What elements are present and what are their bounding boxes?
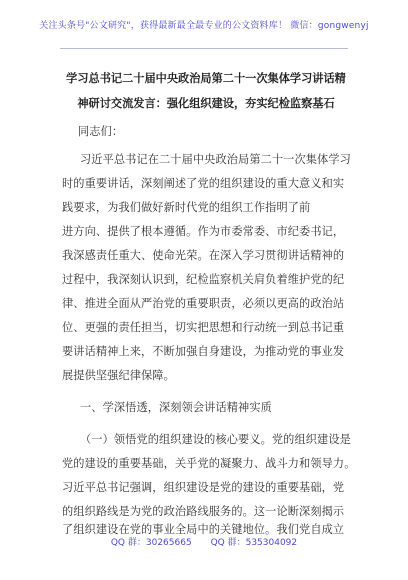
- body-line: （一）领悟党的组织建设的核心要义。党的组织建设是: [80, 433, 351, 446]
- body-line: 位、更强的责任担当，切实把思想和行动统一到总书记重: [62, 321, 345, 334]
- body-line: 展提供坚强纪律保障。: [62, 369, 175, 382]
- body-line: 过程中，我深刻认识到，纪检监察机关肩负着维护党的纪: [62, 273, 345, 286]
- body-line: 律、推进全面从严治党的重要职责，必须以更高的政治站: [62, 297, 345, 310]
- section-heading: 一、学深悟透，深刻领会讲话精神实质: [80, 401, 272, 414]
- document-title-line-1: 学习总书记二十届中央政治局第二十一次集体学习讲话精: [66, 72, 346, 85]
- body-line: 党的建设的重要基础，关乎党的凝聚力、战斗力和领导力。: [62, 457, 356, 470]
- body-line: 践要求，为我们做好新时代党的组织工作指明了前: [62, 201, 311, 214]
- body-line: 进方向、提供了根本遵循。作为市委常委、市纪委书记，: [62, 225, 345, 238]
- footer-qq-group-2: QQ 群：535304092: [210, 538, 298, 548]
- body-line: 要讲话精神上来，不断加强自身建设，为推动党的事业发: [62, 345, 345, 358]
- salutation: 同志们：: [78, 125, 124, 138]
- body-line: 了组织建设在党的事业全局中的关键地位。我们党自成立: [62, 523, 345, 536]
- footer-qq-group-1: QQ 群：30265665: [110, 538, 192, 548]
- body-line: 的组织路线是为党的政治路线服务的。这一论断深刻揭示: [62, 505, 345, 518]
- footer-contact: [0, 535, 408, 548]
- body-line: 习近平总书记强调，组织建设是党的建设的重要基础，党: [62, 481, 345, 494]
- document-title-line-2: 神研讨交流发言：强化组织建设，夯实纪检监察基石: [77, 97, 335, 110]
- body-line: 我深感责任重大、使命光荣。在深入学习贯彻讲话精神的: [62, 249, 345, 262]
- header-divider: [60, 48, 348, 49]
- body-line: 时的重要讲话，深刻阐述了党的组织建设的重大意义和实: [62, 177, 345, 190]
- header-promo-note: 关注头条号"公文研究"，获得最新最全最专业的公文资料库！ 微信：gongwenyj: [39, 21, 369, 31]
- body-line: 习近平总书记在二十届中央政治局第二十一次集体学习: [80, 153, 351, 166]
